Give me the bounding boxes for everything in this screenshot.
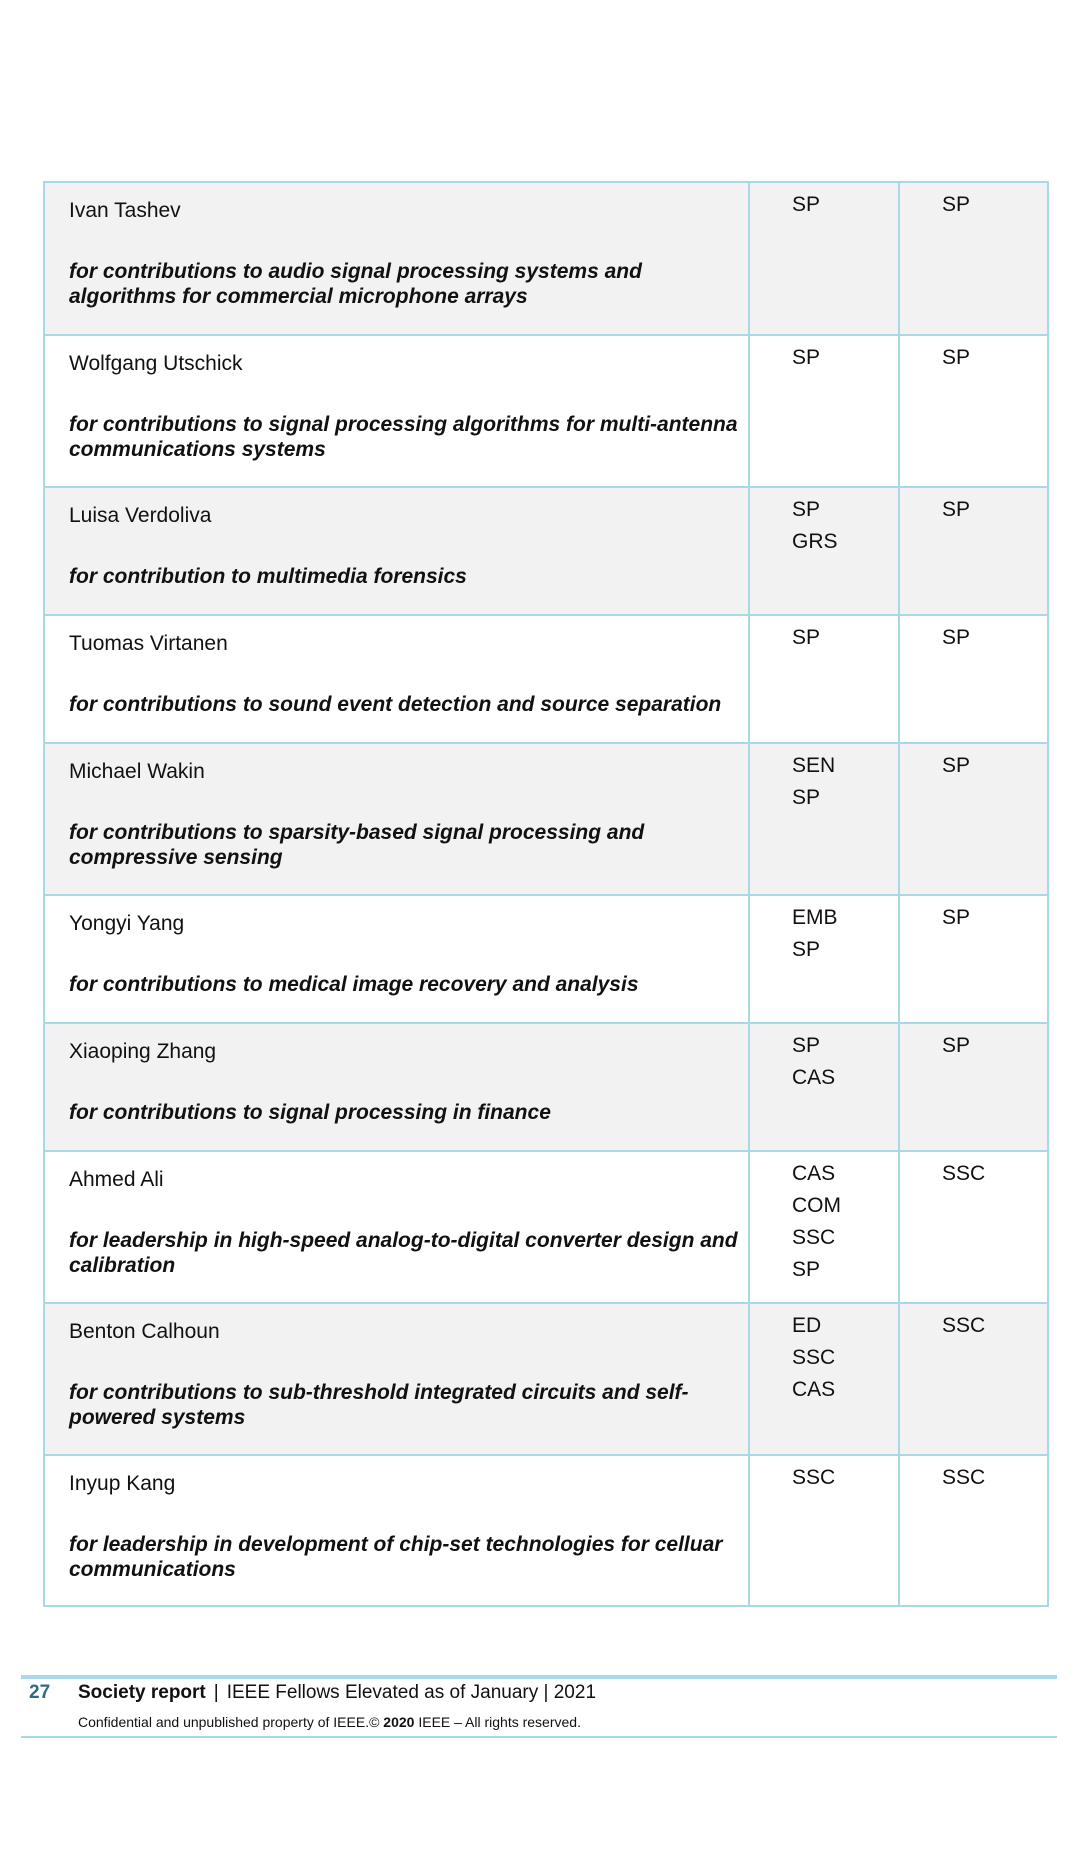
evaluating-society-code: SP (942, 346, 971, 369)
member-societies-cell (750, 616, 900, 742)
evaluating-society-cell (900, 744, 1047, 894)
fellow-citation: for contributions to sub-threshold integrated circuits and self-powered systems (69, 1381, 689, 1429)
evaluating-society-code: SP (942, 193, 971, 216)
fellow-name: Luisa Verdoliva (69, 504, 212, 527)
confidentiality-prefix: Confidential and unpublished property of IEEE.© (78, 1714, 384, 1730)
evaluating-society-code: SSC (942, 1162, 986, 1185)
fellow-name: Michael Wakin (69, 760, 205, 783)
table-row (45, 1302, 1047, 1454)
evaluating-society-code: SSC (942, 1314, 986, 1337)
society-code: SP (792, 786, 821, 809)
copyright-year: 2020 (383, 1714, 415, 1730)
evaluating-society-code: SP (942, 626, 971, 649)
member-societies-cell (750, 744, 900, 894)
fellow-name: Tuomas Virtanen (69, 632, 228, 655)
fellow-citation: for contributions to signal processing algorithms for multi-antenna communications systems (69, 413, 738, 461)
member-societies-cell (750, 488, 900, 614)
table-row (45, 894, 1047, 1022)
society-code: CAS (792, 1378, 836, 1401)
member-societies-cell (750, 1304, 900, 1454)
society-code: SP (792, 938, 821, 961)
member-societies-cell (750, 1456, 900, 1605)
member-societies-cell (750, 896, 900, 1022)
fellow-citation: for contribution to multimedia forensics (69, 565, 467, 588)
evaluating-society-code: SP (942, 754, 971, 777)
evaluating-society-cell (900, 1456, 1047, 1605)
footer-title (78, 1682, 596, 1704)
fellows-table (43, 181, 1049, 1607)
evaluating-society-cell (900, 488, 1047, 614)
fellow-citation: for contributions to medical image recovery and analysis (69, 973, 639, 996)
evaluating-society-cell (900, 1152, 1047, 1302)
society-code: CAS (792, 1066, 836, 1089)
society-code: SP (792, 1258, 821, 1281)
society-code: SSC (792, 1226, 836, 1249)
fellow-name: Ahmed Ali (69, 1168, 164, 1191)
society-code: SP (792, 498, 821, 521)
fellow-citation: for contributions to signal processing in finance (69, 1101, 551, 1124)
confidentiality-notice (78, 1714, 581, 1730)
table-row (45, 742, 1047, 894)
table-row (45, 183, 1047, 334)
fellow-citation: for leadership in development of chip-set technologies for celluar communications (69, 1533, 723, 1581)
fellow-name: Inyup Kang (69, 1472, 176, 1495)
fellow-citation: for contributions to audio signal processing systems and algorithms for commercial microphone arrays (69, 260, 642, 308)
fellow-cell (45, 1152, 750, 1302)
fellow-citation: for leadership in high-speed analog-to-digital converter design and calibration (69, 1229, 738, 1277)
table-row (45, 1454, 1047, 1605)
fellow-cell (45, 896, 750, 1022)
society-code: SSC (792, 1346, 836, 1369)
fellow-name: Xiaoping Zhang (69, 1040, 217, 1063)
evaluating-society-cell (900, 896, 1047, 1022)
report-subtitle: IEEE Fellows Elevated as of January | 2021 (226, 1682, 597, 1703)
evaluating-society-cell (900, 1304, 1047, 1454)
evaluating-society-cell (900, 616, 1047, 742)
fellow-name: Wolfgang Utschick (69, 352, 243, 375)
society-code: GRS (792, 530, 838, 553)
member-societies-cell (750, 336, 900, 486)
fellow-cell (45, 1304, 750, 1454)
evaluating-society-cell (900, 336, 1047, 486)
fellow-cell (45, 488, 750, 614)
member-societies-cell (750, 1152, 900, 1302)
footer-bottom-rule (21, 1736, 1057, 1738)
society-code: SEN (792, 754, 836, 777)
member-societies-cell (750, 183, 900, 334)
footer-top-rule (21, 1675, 1057, 1679)
fellow-name: Ivan Tashev (69, 199, 181, 222)
evaluating-society-code: SP (942, 906, 971, 929)
society-code: CAS (792, 1162, 836, 1185)
society-code: COM (792, 1194, 841, 1217)
fellow-cell (45, 616, 750, 742)
society-code: SSC (792, 1466, 836, 1489)
society-code: SP (792, 1034, 821, 1057)
society-code: SP (792, 346, 821, 369)
report-label: Society report (78, 1682, 206, 1703)
society-code: EMB (792, 906, 838, 929)
evaluating-society-cell (900, 1024, 1047, 1150)
table-row (45, 334, 1047, 486)
fellow-cell (45, 183, 750, 334)
page-number: 27 (29, 1682, 51, 1703)
evaluating-society-code: SSC (942, 1466, 986, 1489)
fellow-cell (45, 1024, 750, 1150)
table-row (45, 614, 1047, 742)
fellow-name: Benton Calhoun (69, 1320, 220, 1343)
footer-separator: | (213, 1682, 219, 1703)
evaluating-society-code: SP (942, 498, 971, 521)
evaluating-society-cell (900, 183, 1047, 334)
society-code: SP (792, 193, 821, 216)
fellow-citation: for contributions to sound event detection and source separation (69, 693, 722, 716)
member-societies-cell (750, 1024, 900, 1150)
table-row (45, 1150, 1047, 1302)
society-code: SP (792, 626, 821, 649)
fellow-cell (45, 744, 750, 894)
confidentiality-suffix: IEEE – All rights reserved. (414, 1714, 581, 1730)
fellow-cell (45, 336, 750, 486)
table-row (45, 486, 1047, 614)
evaluating-society-code: SP (942, 1034, 971, 1057)
fellow-cell (45, 1456, 750, 1605)
fellow-name: Yongyi Yang (69, 912, 185, 935)
society-code: ED (792, 1314, 822, 1337)
fellow-citation: for contributions to sparsity-based signal processing and compressive sensing (69, 821, 645, 869)
table-row (45, 1022, 1047, 1150)
